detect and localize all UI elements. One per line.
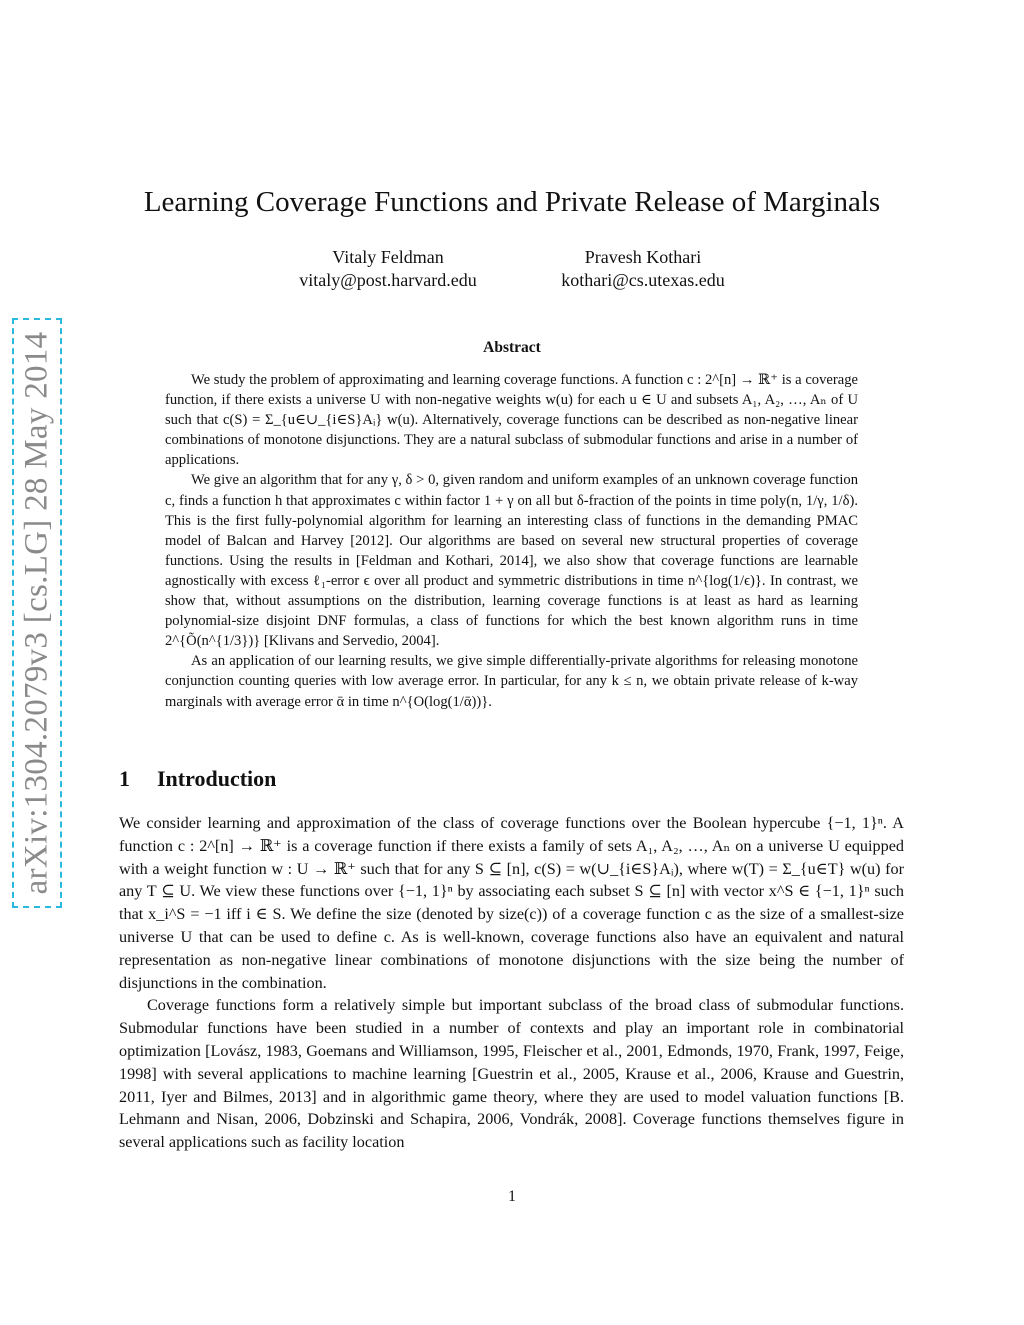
author-name: Pravesh Kothari: [584, 247, 702, 267]
abstract-paragraph: We give an algorithm that for any γ, δ > 0, given random and uniform examples of an unknown coverage function c, finds a function h that approximates c within factor 1 + γ on all but δ-fraction of the points in time poly(n, 1/γ, 1/δ). This is the first fully-polynomial algorithm for learning an interesting class of functions in the demanding PMAC model of Balcan and Harvey [2012]. Our algorithms are based on several new structural properties of coverage functions. Using the results in [Feldman and Kothari, 2014], we also show that coverage functions are learnable agnostically with excess ℓ₁-error ϵ over all product and symmetric distributions in time n^{log(1/ϵ)}. In contrast, we show that, without assumptions on the distribution, learning coverage functions is at least as hard as learning polynomial-size disjoint DNF formulas, a class of functions for which the best known algorithm runs in time 2^{Õ(n^{1/3})} [Klivans and Servedio, 2004].: [165, 472, 858, 650]
author-name: Vitaly Feldman: [332, 247, 444, 267]
intro-paragraph: Coverage functions form a relatively simple but important subclass of the broad class of submodular functions. Submodular functions have been studied in a number of contexts and play an important role in combinatorial optimization [Lovász, 1983, Goemans and Williamson, 1995, Fleischer et al., 2001, Edmonds, 1970, Frank, 1997, Feige, 1998] with several applications to machine learning [Guestrin et al., 2005, Krause et al., 2006, Krause and Guestrin, 2011, Iyer and Bilmes, 2013] and in algorithmic game theory, where they are used to model valuation functions [B. Lehmann and Nisan, 2006, Dobzinski and Schapira, 2006, Vondrák, 2008]. Coverage functions themselves figure in several applications such as facility location: [119, 996, 904, 1152]
abstract-heading: Abstract: [483, 339, 541, 356]
arxiv-stamp-text: arXiv:1304.2079v3 [cs.LG] 28 May 2014: [18, 331, 55, 895]
author-email: vitaly@post.harvard.edu: [299, 270, 477, 290]
author-email: kothari@cs.utexas.edu: [561, 270, 725, 290]
arxiv-stamp: [12, 318, 62, 908]
page-number: 1: [508, 1188, 516, 1205]
intro-paragraph: We consider learning and approximation of the class of coverage functions over the Boolean hypercube {−1, 1}ⁿ. A function c : 2^[n] → ℝ⁺ is a coverage function if there exists a family of sets A₁, A₂, …, Aₙ on a universe U equipped with a weight function w : U → ℝ⁺ such that for any S ⊆ [n], c(S) = w(∪_{i∈S}Aᵢ), where w(T) = Σ_{u∈T} w(u) for any T ⊆ U. We view these functions over {−1, 1}ⁿ by associating each subset S ⊆ [n] with vector x^S ∈ {−1, 1}ⁿ such that x_i^S = −1 iff i ∈ S. We define the size (denoted by size(c)) of a coverage function c as the size of a smallest-size universe U that can be used to define c. As is well-known, coverage functions also have an equivalent and natural representation as non-negative linear combinations of monotone disjunctions with the size being the number of disjunctions in the combination.: [119, 814, 904, 992]
abstract-paragraph: As an application of our learning results, we give simple differentially-private algorithms for releasing monotone conjunction counting queries with low average error. In particular, for any k ≤ n, we obtain private release of k-way marginals with average error ᾱ in time n^{O(log(1/ᾱ))}.: [165, 653, 858, 710]
section-number: 1: [119, 766, 130, 791]
abstract-paragraph: We study the problem of approximating and learning coverage functions. A function c : 2^[n] → ℝ⁺ is a coverage function, if there exists a universe U with non-negative weights w(u) for each u ∈ U and subsets A₁, A₂, …, Aₙ of U such that c(S) = Σ_{u∈∪_{i∈S}Aᵢ} w(u). Alternatively, coverage functions can be described as non-negative linear combinations of monotone disjunctions. They are a natural subclass of submodular functions and arise in a number of applications.: [165, 372, 858, 469]
paper-title: Learning Coverage Functions and Private Release of Marginals: [143, 186, 881, 218]
author-block: [513, 246, 773, 292]
abstract-body: [165, 370, 858, 712]
section-title: Introduction: [157, 766, 277, 791]
section-heading: [119, 765, 276, 793]
intro-body: [119, 812, 904, 1154]
author-block: [258, 246, 518, 292]
